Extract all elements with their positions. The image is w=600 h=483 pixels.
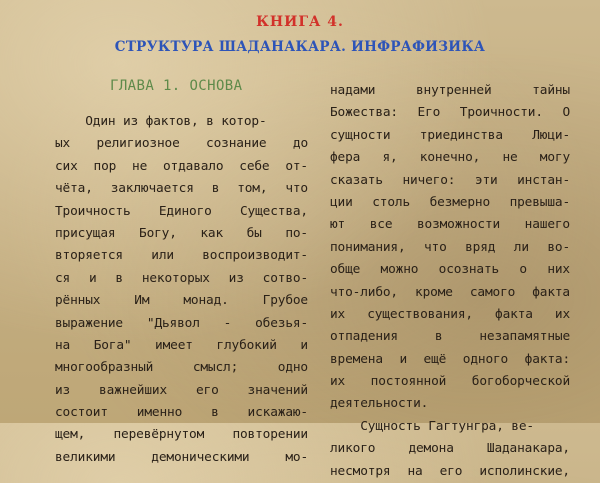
text-line: из важнейших его значений	[55, 382, 308, 398]
text-line: понимания, что вряд ли во-	[330, 239, 570, 255]
text-line: многообразный смысл; одно	[55, 360, 308, 376]
book-subtitle: СТРУКТУРА ШАДАНАКАРА. ИНФРАФИЗИКА	[114, 39, 486, 55]
text-line: отпадения в незапамятные	[330, 329, 570, 345]
chapter-heading: ГЛАВА 1. ОСНОВА	[110, 78, 243, 94]
text-line: ых религиозное сознание до	[55, 136, 308, 152]
text-line: ют все возможности нашего	[330, 217, 570, 233]
text-line: рённых Им монад. Грубое	[55, 293, 308, 309]
text-line: щем, перевёрнутом повторении	[55, 427, 308, 443]
text-line: Сущность Гагтунгра, ве-	[330, 418, 534, 434]
book-title: КНИГА 4.	[256, 14, 344, 30]
text-line: ликого демона Шаданакара,	[330, 441, 570, 457]
text-line: обще можно осознать о них	[330, 262, 570, 278]
text-line: деятельности.	[330, 396, 429, 412]
text-line: вторяется или воспроизводит-	[55, 248, 308, 264]
text-line: надами внутренней тайны	[330, 83, 570, 98]
text-line: сказать ничего: эти инстан-	[330, 172, 570, 188]
text-line: ции столь безмерно превыша-	[330, 194, 570, 210]
text-line: несмотря на его исполинские,	[330, 463, 570, 479]
text-line: ся и в некоторых из сотво-	[55, 270, 308, 286]
text-line: чёта, заключается в том, что	[55, 181, 308, 197]
text-line: Божества: Его Троичности. О	[330, 105, 570, 121]
text-line: времена и ещё одного факта:	[330, 351, 570, 367]
text-line: фера я, конечно, не могу	[330, 150, 570, 166]
text-line: выражение "Дьявол - обезья-	[55, 315, 308, 331]
text-line: их постоянной богоборческой	[330, 374, 570, 390]
text-column-left	[55, 111, 308, 469]
text-line: что-либо, кроме самого факта	[330, 284, 570, 300]
text-line: на Бога" имеет глубокий и	[55, 337, 308, 353]
text-line: сущности триединства Люци-	[330, 127, 570, 143]
text-line: их существования, факта их	[330, 306, 570, 322]
text-line: Троичность Единого Существа,	[55, 203, 308, 219]
text-line: присущая Богу, как бы по-	[55, 225, 308, 241]
text-line: великими демоническими мо-	[55, 449, 308, 465]
text-line: состоит именно в искажаю-	[55, 405, 308, 421]
text-line: сих пор не отдавало себе от-	[55, 158, 308, 174]
text-line: Один из фактов, в котор-	[55, 114, 267, 129]
